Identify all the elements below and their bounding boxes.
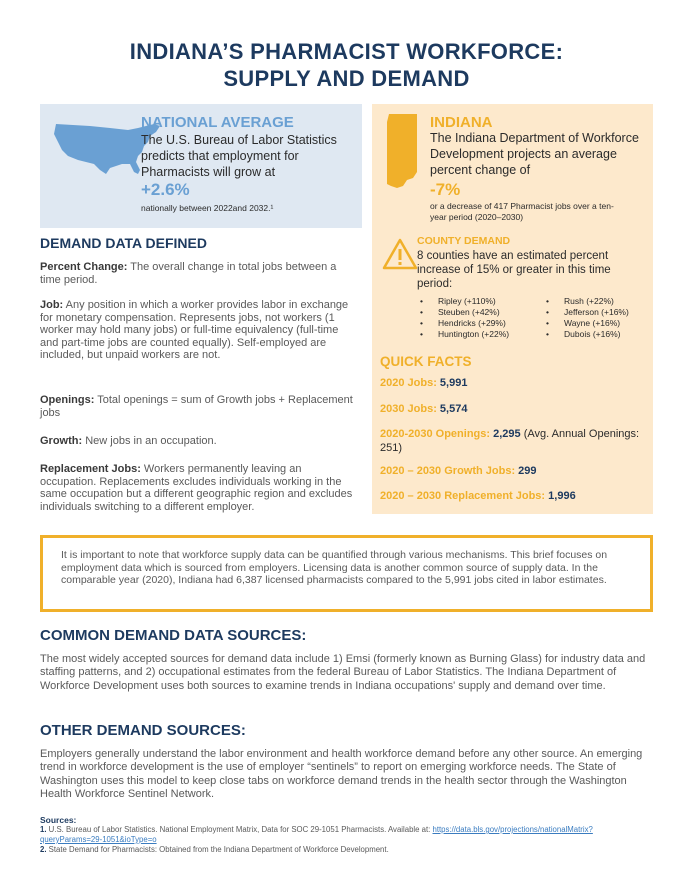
county-column-1 [420, 296, 509, 340]
indiana-heading: INDIANA [430, 114, 493, 131]
quick-fact-label: 2020 Jobs: [380, 377, 440, 389]
list-item: • Steuben (+42%) [420, 307, 509, 318]
county-demand-body: 8 counties have an estimated percent increase of 15% or greater in this time period: [417, 250, 611, 290]
warning-icon [382, 238, 418, 270]
quick-fact [380, 428, 645, 455]
definition-term: Replacement Jobs: [40, 463, 141, 475]
common-sources-body: The most widely accepted sources for demand data include 1) Emsi (formerly known as Burning Glass) for industry data and staffing patterns, and 2) occupational estimates from the federal Bureau of Labor Statistics. The Indiana Department of Workforce Development uses both sources to examine trends in Indiana occupations' supply and demand over time. [40, 653, 646, 692]
definition-text: Any position in which a worker provides labor in exchange for monetary compensation. Represents jobs, not workers (1 worker may hold many jobs) or full-time equivalency (full-time and part-time jobs are counted equally). Self-employed are included, but unpaid workers are not. [40, 299, 349, 361]
supply-data-notice [40, 535, 653, 612]
national-body: The U.S. Bureau of Labor Statistics predicts that employment for Pharmacists will grow at [141, 133, 337, 179]
indiana-panel [372, 104, 653, 514]
indiana-map-icon [383, 112, 423, 192]
definition [40, 299, 358, 362]
county-column-2 [546, 296, 629, 340]
definition [40, 394, 358, 419]
list-item: • Hendricks (+29%) [420, 318, 509, 329]
common-sources-heading: COMMON DEMAND DATA SOURCES: [40, 627, 307, 644]
quick-fact-value: 1,996 [548, 490, 576, 502]
list-item: • Ripley (+110%) [420, 296, 509, 307]
list-item: • Rush (+22%) [546, 296, 629, 307]
list-item: • Dubois (+16%) [546, 329, 629, 340]
definition [40, 435, 358, 448]
source-text: State Demand for Pharmacists: Obtained from the Indiana Department of Workforce Development. [46, 845, 389, 854]
source-number: 2. [40, 845, 47, 854]
indiana-note: or a decrease of 417 Pharmacist jobs over a ten-year period (2020–2030) [430, 201, 614, 222]
national-percent: +2.6% [141, 180, 190, 199]
source-link[interactable]: https://data.bls.gov/projections/nationalMatrix?queryParams=29-1051&ioType=o [40, 825, 593, 844]
quick-fact-value: 299 [518, 465, 537, 477]
source-item [40, 825, 653, 845]
definition [40, 463, 358, 513]
list-item: • Jefferson (+16%) [546, 307, 629, 318]
definition-term: Openings: [40, 394, 95, 406]
source-number: 1. [40, 825, 47, 834]
page-title [0, 38, 693, 92]
quick-facts-heading: QUICK FACTS [380, 354, 472, 369]
quick-fact [380, 377, 645, 391]
source-item [40, 845, 653, 855]
sources-heading: Sources: [40, 815, 77, 825]
national-note: nationally between 2022and 2032.¹ [141, 203, 274, 213]
definition [40, 261, 358, 286]
other-sources-body: Employers generally understand the labor environment and health workforce demand before any other source. An emerging trend in workforce development is the use of employer “sentinels” to report on emerging workforce needs. The State of Washington uses this model to keep close tabs on workforce demand trends in the health sector through the Washington Health Workforce Sentinel Network. [40, 748, 643, 800]
list-item: • Wayne (+16%) [546, 318, 629, 329]
list-item: • Huntington (+22%) [420, 329, 509, 340]
title-line-2: SUPPLY AND DEMAND [223, 66, 470, 91]
sources-section [40, 815, 653, 855]
quick-fact [380, 490, 645, 504]
definition-text: The overall change in total jobs between a time period. [40, 261, 337, 286]
definition-text: New jobs in an occupation. [82, 435, 217, 447]
national-heading: NATIONAL AVERAGE [141, 114, 294, 131]
quick-fact-label: 2030 Jobs: [380, 403, 440, 415]
definition-term: Job: [40, 299, 64, 311]
title-line-1: INDIANA’S PHARMACIST WORKFORCE: [129, 39, 564, 64]
indiana-body: The Indiana Department of Workforce Development projects an average percent change of [430, 131, 639, 177]
quick-fact-label: 2020 – 2030 Replacement Jobs: [380, 490, 549, 502]
quick-fact-label: 2020-2030 Openings: [380, 428, 494, 440]
quick-fact [380, 403, 645, 417]
national-average-panel [40, 104, 362, 228]
source-text: U.S. Bureau of Labor Statistics. National Employment Matrix, Data for SOC 29-1051 Pharmacists. Available at: [46, 825, 433, 834]
indiana-percent: -7% [430, 180, 461, 199]
other-sources-heading: OTHER DEMAND SOURCES: [40, 722, 246, 739]
definition-text: Total openings = sum of Growth jobs + Replacement jobs [40, 394, 353, 419]
demand-defined-heading: DEMAND DATA DEFINED [40, 235, 207, 251]
quick-fact-value: 5,991 [439, 377, 468, 389]
quick-fact-value: 2,295 [493, 428, 521, 440]
quick-fact-extra: (Avg. Annual Openings: 251) [380, 428, 640, 454]
definition-term: Percent Change: [40, 261, 128, 273]
quick-fact-value: 5,574 [439, 403, 468, 415]
quick-fact [380, 465, 645, 479]
notice-text: It is important to note that workforce supply data can be quantified through various mechanisms. This brief focuses on employment data which is sourced from employers. Licensing data is another common source of supply data. In the comparable year (2020), Indiana had 6,387 licensed pharmacists compared to the 5,991 jobs cited in labor estimates. [61, 549, 608, 587]
definition-term: Growth: [40, 435, 83, 447]
county-demand-heading: COUNTY DEMAND [417, 235, 511, 247]
quick-fact-label: 2020 – 2030 Growth Jobs: [380, 465, 519, 477]
definition-text: Workers permanently leaving an occupation. Replacements excludes individuals working in the same occupation but a different geographic region and excludes individuals switching to a different employer. [40, 463, 353, 513]
